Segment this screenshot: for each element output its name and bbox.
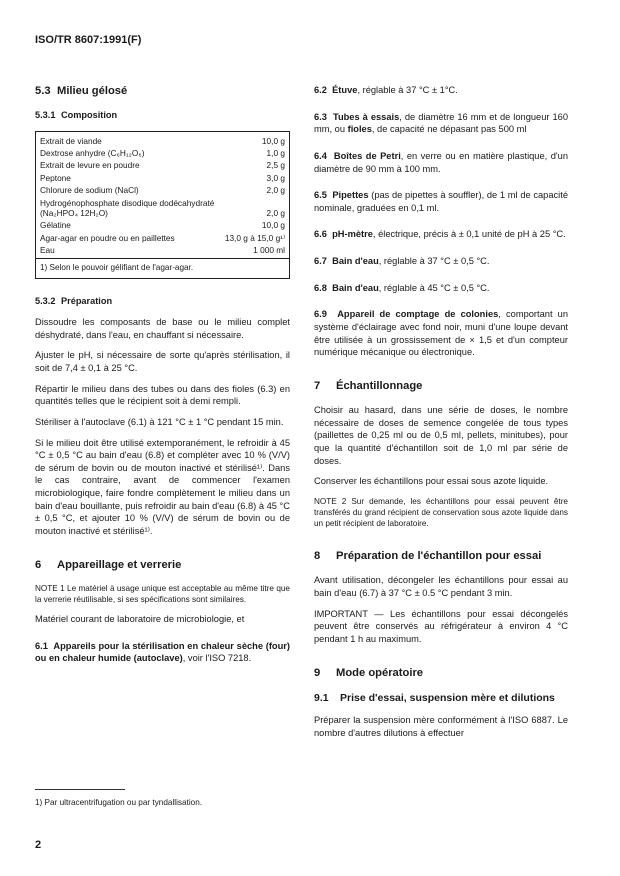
ingredient-quantity: 2,0 g xyxy=(266,207,285,218)
footnote-rule xyxy=(35,789,125,790)
preparation-paragraph-3: Répartir le milieu dans des tubes ou dans des fioles (6.3) en quantités telles que le récipient soit à demi rempli. xyxy=(35,383,290,407)
composition-row xyxy=(36,197,289,220)
ingredient-quantity: 1 000 ml xyxy=(253,244,285,255)
section-8-heading: 8 Préparation de l'échantillon pour essai xyxy=(314,550,542,563)
ingredient-name: Extrait de levure en poudre xyxy=(40,160,140,171)
composition-table xyxy=(36,132,289,259)
footnote: 1) Par ultracentrifugation ou par tyndallisation. xyxy=(35,798,203,807)
section-5-3-2-heading: 5.3.2 Préparation xyxy=(35,295,113,306)
ingredient-quantity: 2,5 g xyxy=(266,160,285,171)
ingredient-name: Hydrogénophosphate disodique dodécahydraté (Na₂HPO₄ 12H₂O) xyxy=(40,197,215,218)
preparation-sample-paragraph-2: IMPORTANT — Les échantillons pour essai décongelés peuvent être conservés au réfrigérateur à environ 4 °C pendant 1 h au maximum. xyxy=(314,608,568,645)
section-9-heading: 9 Mode opératoire xyxy=(314,666,424,679)
section-5-3-1-heading: 5.3.1 Composition xyxy=(35,110,118,121)
item-6-9: 6.9 Appareil de comptage de colonies, comportant un système d'éclairage avec fond noir, muni d'une loupe devant être utilisée à un grossissement de × 1,5 et d'un compteur numérique mécanique ou électronique. xyxy=(314,309,568,358)
ingredient-quantity: 2,0 g xyxy=(266,185,285,196)
preparation-paragraph-2: Ajuster le pH, si nécessaire de sorte qu'après stérilisation, il soit de 7,4 ± 0,1 à 25 °C. xyxy=(35,350,290,373)
item-6-1: 6.1 Appareils pour la stérilisation en chaleur sèche (four) ou en chaleur humide (autoclave), voir l'ISO 7218. xyxy=(35,640,290,664)
item-6-6: 6.6 pH-mètre, électrique, précis à ± 0,1 unité de pH à 25 °C. xyxy=(314,229,566,240)
composition-box xyxy=(35,131,290,279)
preparation-paragraph-4: Stériliser à l'autoclave (6.1) à 121 °C ± 1 °C pendant 15 min. xyxy=(35,416,284,427)
equipment-intro: Matériel courant de laboratoire de microbiologie, et xyxy=(35,613,245,624)
preparation-paragraph-5: Si le milieu doit être utilisé extemporanément, le refroidir à 45 °C ± 0,5 °C au bain d'eau (6.8) et compléter avec 10 % (V/V) de sérum de bovin ou de mouton inactivé et stérilisé¹⁾. Dans le cas contraire, avant de commencer l'examen microbiologique, faire fondre complètement le milieu dans un bain d'eau bouillante, puis refroidir au bain d'eau (6.8) à 45 °C ± 0,5 °C, et ajouter 10 % (V/V) de sérum de bovin ou de mouton inactivé et stérilisé¹⁾. xyxy=(35,437,290,536)
ingredient-quantity: 13,0 g à 15,0 g¹⁾ xyxy=(224,232,285,243)
composition-row xyxy=(36,132,289,147)
item-6-7: 6.7 Bain d'eau, réglable à 37 °C ± 0,5 °C. xyxy=(314,256,490,267)
composition-row xyxy=(36,159,289,171)
left-column xyxy=(35,84,290,673)
composition-row xyxy=(36,184,289,196)
sampling-paragraph-1: Choisir au hasard, dans une série de doses, le nombre nécessaire de doses de semence congelée de tous types (paillettes de 0,25 ml ou de 0,5 ml, pellets, minitubes), pour que la quantité d'échantillon soit de 1,0 ml par série de doses. xyxy=(314,405,568,466)
section-5-3-heading: 5.3 Milieu gélosé xyxy=(35,85,128,97)
composition-row xyxy=(36,147,289,159)
item-6-8: 6.8 Bain d'eau, réglable à 45 °C ± 0,5 °C. xyxy=(314,282,490,293)
preparation-sample-paragraph-1: Avant utilisation, décongeler les échantillons pour essai au bain d'eau (6.7) à 37 °C ± 0.5 °C pendant 3 min. xyxy=(314,575,568,599)
item-6-2: 6.2 Étuve, réglable à 37 °C ± 1°C. xyxy=(314,85,458,95)
ingredient-quantity: 10,0 g xyxy=(261,220,285,231)
ingredient-quantity: 3,0 g xyxy=(266,172,285,183)
composition-note: 1) Selon le pouvoir gélifiant de l'agar-agar. xyxy=(36,258,289,277)
section-6-heading: 6 Appareillage et verrerie xyxy=(35,558,182,571)
ingredient-name: Dextrose anhydre (C₆H₁₂O₆) xyxy=(40,148,145,159)
composition-row xyxy=(36,232,289,244)
note-2: NOTE 2 Sur demande, les échantillons pour essai peuvent être transférés du grand récipient de conservation sous azote liquide dans un petit récipient de laboratoire. xyxy=(314,497,568,529)
preparation-paragraph-1: Dissoudre les composants de base ou le milieu complet déshydraté, dans l'eau, en chauffant si nécessaire. xyxy=(35,317,290,340)
note-1: NOTE 1 Le matériel à usage unique est acceptable au même titre que la verrerie réutilisable, si ses spécifications sont similaires. xyxy=(35,583,290,604)
item-6-3: 6.3 Tubes à essais, de diamètre 16 mm et de longueur 160 mm, ou fioles, de capacité ne dépasant pas 500 ml xyxy=(314,111,568,135)
ingredient-name: Eau xyxy=(40,244,55,255)
page-number: 2 xyxy=(35,839,42,851)
composition-row xyxy=(36,219,289,231)
composition-row xyxy=(36,172,289,184)
section-9-1-heading: 9.1 Prise d'essai, suspension mère et dilutions xyxy=(314,691,555,704)
ingredient-name: Peptone xyxy=(40,172,71,183)
composition-row xyxy=(36,244,289,258)
ingredient-name: Extrait de viande xyxy=(40,135,102,146)
ingredient-quantity: 1,0 g xyxy=(266,148,285,159)
procedure-paragraph: Préparer la suspension mère conformément à l'ISO 6887. Le nombre d'autres dilutions à effectuer xyxy=(314,715,568,738)
ingredient-quantity: 10,0 g xyxy=(261,135,285,146)
ingredient-name: Chlorure de sodium (NaCl) xyxy=(40,185,139,196)
item-6-5: 6.5 Pipettes (pas de pipettes à souffler), de 1 ml de capacité nominale, graduées en 0,1 ml. xyxy=(314,190,568,213)
document-header: ISO/TR 8607:1991(F) xyxy=(35,34,142,46)
section-7-heading: 7 Échantillonnage xyxy=(314,379,423,392)
ingredient-name: Gélatine xyxy=(40,220,71,231)
right-column xyxy=(314,84,568,747)
item-6-4: 6.4 Boîtes de Petri, en verre ou en matière plastique, d'un diamètre de 90 mm à 100 mm. xyxy=(314,150,568,174)
sampling-paragraph-2: Conserver les échantillons pour essai sous azote liquide. xyxy=(314,476,549,487)
ingredient-name: Agar-agar en poudre ou en paillettes xyxy=(40,232,175,243)
